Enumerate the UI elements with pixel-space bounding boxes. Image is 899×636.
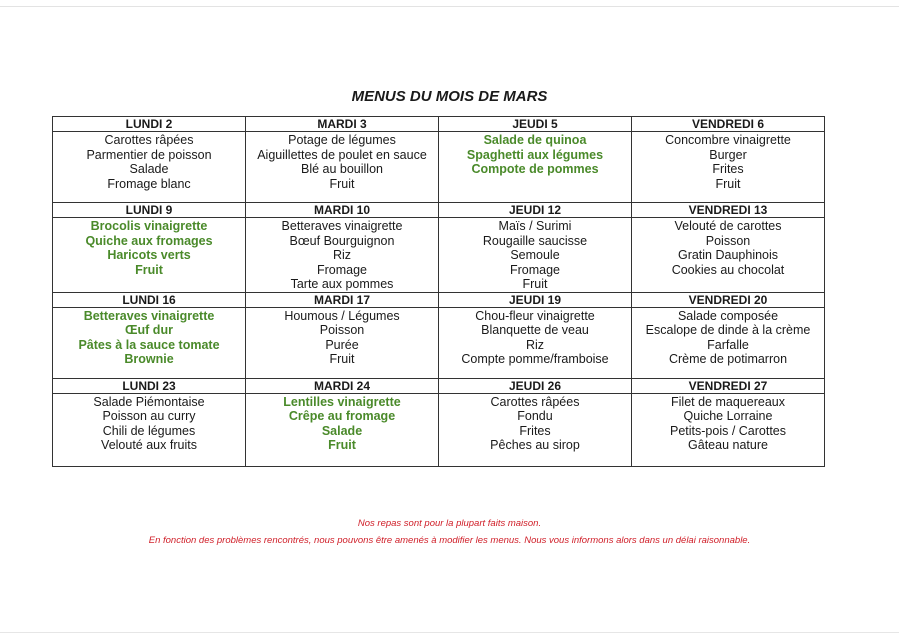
menu-item: Blé au bouillon <box>300 162 383 176</box>
menu-item: Gratin Dauphinois <box>677 248 779 262</box>
menu-item: Pâtes à la sauce tomate <box>78 337 220 352</box>
week-row <box>53 378 825 466</box>
menu-items <box>246 218 438 292</box>
menu-items <box>439 394 631 453</box>
day-cell <box>632 203 825 293</box>
day-cell <box>53 292 246 378</box>
footer-note-homemade: Nos repas sont pour la plupart faits maison. <box>357 518 542 529</box>
day-name: LUNDI 23 <box>53 379 245 394</box>
day-name: JEUDI 26 <box>439 379 631 394</box>
day-name: MARDI 24 <box>246 379 438 394</box>
menu-item: Fruit <box>329 176 355 191</box>
scan-bottom-edge <box>0 632 899 633</box>
menu-item: Haricots verts <box>107 248 191 262</box>
menu-item: Tarte aux pommes <box>290 277 394 291</box>
menu-item: Compte pomme/framboise <box>461 352 609 366</box>
menu-item: Escalope de dinde à la crème <box>645 323 811 337</box>
day-cell <box>632 292 825 378</box>
menu-item: Carottes râpées <box>104 133 194 147</box>
menu-item: Salade composée <box>677 308 779 323</box>
menu-items <box>246 394 438 453</box>
menu-item: Fruit <box>135 262 163 277</box>
menu-item: Quiche Lorraine <box>683 409 773 423</box>
week-row <box>53 203 825 293</box>
menu-item: Poisson <box>705 233 751 248</box>
menu-items <box>246 308 438 367</box>
day-name: MARDI 3 <box>246 117 438 132</box>
day-cell <box>53 378 246 466</box>
menu-items <box>439 132 631 177</box>
menu-item: Poisson <box>319 323 365 337</box>
menu-items <box>246 132 438 191</box>
menu-item: Fromage <box>316 262 368 277</box>
menu-item: Chili de légumes <box>102 423 196 438</box>
menu-item: Riz <box>525 337 545 352</box>
menu-item: Blanquette de veau <box>481 323 589 337</box>
day-name: LUNDI 2 <box>53 117 245 132</box>
day-name: JEUDI 5 <box>439 117 631 132</box>
scan-top-edge <box>0 6 899 7</box>
menu-item: Purée <box>325 337 359 352</box>
day-name: VENDREDI 13 <box>632 203 824 218</box>
menu-item: Pêches au sirop <box>490 438 580 452</box>
day-cell <box>246 292 439 378</box>
day-name: MARDI 10 <box>246 203 438 218</box>
day-cell <box>439 292 632 378</box>
menu-item: Carottes râpées <box>490 394 580 409</box>
day-name: MARDI 17 <box>246 293 438 308</box>
day-name: VENDREDI 6 <box>632 117 824 132</box>
day-name: VENDREDI 20 <box>632 293 824 308</box>
menu-item: Fondu <box>517 409 553 423</box>
menu-items <box>632 218 824 277</box>
day-cell <box>246 203 439 293</box>
menu-item: Chou-fleur vinaigrette <box>475 308 595 323</box>
menu-item: Rougaille saucisse <box>482 233 588 248</box>
menu-item: Filet de maquereaux <box>671 394 785 409</box>
day-cell <box>439 378 632 466</box>
week-row <box>53 292 825 378</box>
menu-item: Betteraves vinaigrette <box>281 219 403 233</box>
menu-item: Œuf dur <box>125 323 173 337</box>
menu-item: Frites <box>712 162 744 176</box>
menu-items <box>53 132 245 191</box>
day-cell <box>246 378 439 466</box>
menu-items <box>632 394 824 453</box>
day-name: LUNDI 16 <box>53 293 245 308</box>
menu-item: Fruit <box>329 352 355 366</box>
day-cell <box>632 117 825 203</box>
day-cell <box>439 203 632 293</box>
menu-item: Maïs / Surimi <box>498 219 572 233</box>
footer-note-changes: En fonction des problèmes rencontrés, nous pouvons être amenés à modifier les menus. Nous vous informons alors dans un délai raisonnable. <box>148 535 751 546</box>
menu-item: Salade <box>129 162 169 176</box>
menu-items <box>53 394 245 453</box>
menu-item: Semoule <box>510 248 560 262</box>
menu-item: Lentilles vinaigrette <box>283 394 401 409</box>
menu-item: Spaghetti aux légumes <box>466 147 604 162</box>
day-name: JEUDI 19 <box>439 293 631 308</box>
menu-item: Crème de potimarron <box>668 352 788 366</box>
menu-item: Gâteau nature <box>688 438 768 452</box>
day-cell <box>439 117 632 203</box>
menu-item: Petits-pois / Carottes <box>669 423 786 438</box>
menu-item: Velouté aux fruits <box>101 438 197 452</box>
menu-item: Brownie <box>124 352 174 366</box>
menu-table-body <box>53 117 825 467</box>
menu-item: Burger <box>709 147 747 162</box>
menu-item: Fruit <box>715 176 741 191</box>
menu-item: Fromage <box>509 262 561 277</box>
day-cell <box>246 117 439 203</box>
menu-item: Parmentier de poisson <box>86 147 212 162</box>
menu-item: Brocolis vinaigrette <box>90 219 208 233</box>
menu-item: Fromage blanc <box>107 176 191 191</box>
menu-item: Farfalle <box>707 337 749 352</box>
day-cell <box>53 203 246 293</box>
menu-item: Fruit <box>328 438 356 452</box>
menu-items <box>53 218 245 277</box>
menu-item: Salade de quinoa <box>483 133 587 147</box>
menu-item: Concombre vinaigrette <box>665 133 791 147</box>
menu-items <box>632 308 824 367</box>
menu-items <box>439 308 631 367</box>
menu-item: Velouté de carottes <box>674 219 782 233</box>
menu-items <box>439 218 631 292</box>
day-name: JEUDI 12 <box>439 203 631 218</box>
day-name: LUNDI 9 <box>53 203 245 218</box>
menu-item: Poisson au curry <box>102 409 196 423</box>
menu-item: Compote de pommes <box>471 162 599 176</box>
menu-item: Houmous / Légumes <box>284 308 400 323</box>
menu-item: Crêpe au fromage <box>288 409 396 423</box>
page-title: MENUS DU MOIS DE MARS <box>351 88 548 105</box>
day-cell <box>53 117 246 203</box>
menu-item: Cookies au chocolat <box>671 262 785 277</box>
menu-items <box>632 132 824 191</box>
menu-item: Salade Piémontaise <box>93 394 205 409</box>
menu-item: Bœuf Bourguignon <box>289 233 395 248</box>
menu-item: Betteraves vinaigrette <box>83 308 215 323</box>
menu-item: Frites <box>519 423 551 438</box>
day-name: VENDREDI 27 <box>632 379 824 394</box>
menu-item: Riz <box>332 248 352 262</box>
menu-item: Potage de légumes <box>288 133 396 147</box>
menu-item: Salade <box>321 423 363 438</box>
menu-item: Aiguillettes de poulet en sauce <box>257 147 427 162</box>
menu-item: Fruit <box>522 277 548 291</box>
week-row <box>53 117 825 203</box>
menu-table <box>52 116 825 467</box>
menu-items <box>53 308 245 367</box>
day-cell <box>632 378 825 466</box>
menu-item: Quiche aux fromages <box>85 233 213 248</box>
